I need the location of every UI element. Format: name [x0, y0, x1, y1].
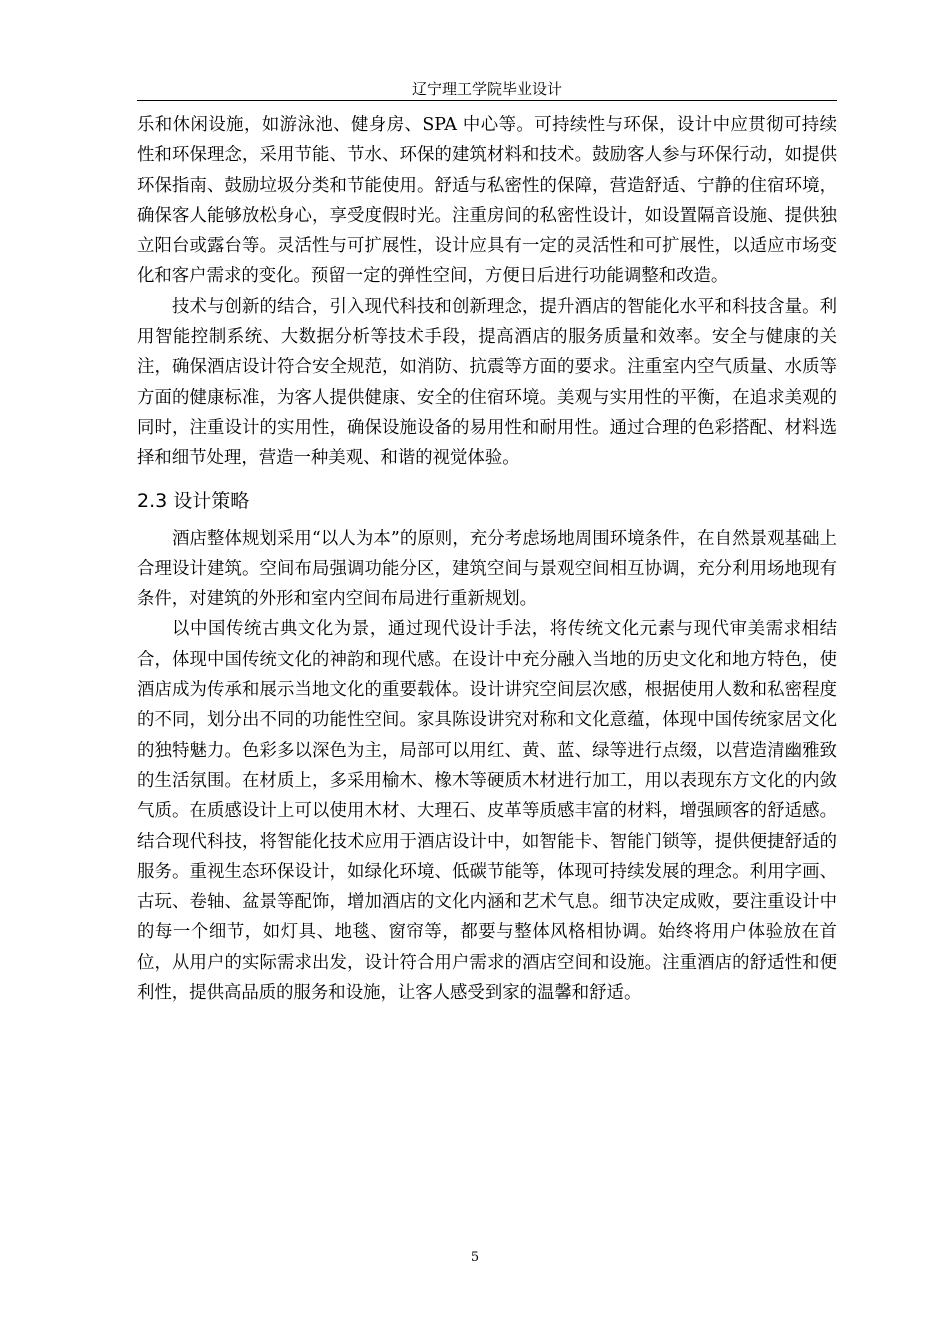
paragraph-technology: 技术与创新的结合，引入现代科技和创新理念，提升酒店的智能化水平和科技含量。利用智能控制系统、大数据分析等技术手段，提高酒店的服务质量和效率。安全与健康的关注，确保酒店设计符合安全规范，如消防、抗震等方面的要求。注重室内空气质量、水质等方面的健康标准，为客人提供健康、安全的住宿环境。美观与实用性的平衡，在追求美观的同时，注重设计的实用性，确保设施设备的易用性和耐用性。通过合理的色彩搭配、材料选择和细节处理，营造一种美观、和谐的视觉体验。 — [137, 296, 837, 469]
paragraph-culture: 以中国传统古典文化为景，通过现代设计手法，将传统文化元素与现代审美需求相结合，体现中国传统文化的神韵和现代感。在设计中充分融入当地的历史文化和地方特色，使酒店成为传承和展示当地文化的重要载体。设计讲究空间层次感，根据使用人数和私密程度的不同，划分出不同的功能性空间。家具陈设讲究对称和文化意蕴，体现中国传统家居文化的独特魅力。色彩多以深色为主，局部可以用红、黄、蓝、绿等进行点缀，以营造清幽雅致的生活氛围。在材质上，多采用榆木、橡木等硬质木材进行加工，用以表现东方文化的内敛气质。在质感设计上可以使用木材、大理石、皮革等质感丰富的材料，增强顾客的舒适感。结合现代科技，将智能化技术应用于酒店设计中，如智能卡、智能门锁等，提供便捷舒适的服务。重视生态环保设计，如绿化环境、低碳节能等，体现可持续发展的理念。利用字画、古玩、卷轴、盆景等配饰，增加酒店的文化内涵和艺术气息。细节决定成败，要注重设计中的每一个细节，如灯具、地毯、窗帘等，都要与整体风格相协调。始终将用户体验放在首位，从用户的实际需求出发，设计符合用户需求的酒店空间和设施。注重酒店的舒适性和便利性，提供高品质的服务和设施，让客人感受到家的温馨和舒适。 — [137, 619, 837, 1004]
page-header: 辽宁理工学院毕业设计 — [411, 80, 562, 98]
paragraph-continued: 乐和休闲设施，如游泳池、健身房、SPA 中心等。可持续性与环保，设计中应贯彻可持续性和环保理念，采用节能、节水、环保的建筑材料和技术。鼓励客人参与环保行动，如提供环保指南、鼓励垃圾分类和节能使用。舒适与私密性的保障，营造舒适、宁静的住宿环境，确保客人能够放松身心，享受度假时光。注重房间的私密性设计，如设置隔音设施、提供独立阳台或露台等。灵活性与可扩展性，设计应具有一定的灵活性和可扩展性，以适应市场变化和客户需求的变化。预留一定的弹性空间，方便日后进行功能调整和改造。 — [137, 115, 837, 287]
section-heading: 2.3 设计策略 — [137, 489, 250, 512]
page-body — [137, 110, 837, 1008]
page-number: 5 — [470, 1250, 480, 1265]
paragraph-planning: 酒店整体规划采用“以人为本”的原则，充分考虑场地周围环境条件，在自然景观基础上合理设计建筑。空间布局强调功能分区，建筑空间与景观空间相互协调，充分利用场地现有条件，对建筑的外形和室内空间布局进行重新规划。 — [137, 528, 837, 610]
header-rule — [137, 100, 837, 101]
